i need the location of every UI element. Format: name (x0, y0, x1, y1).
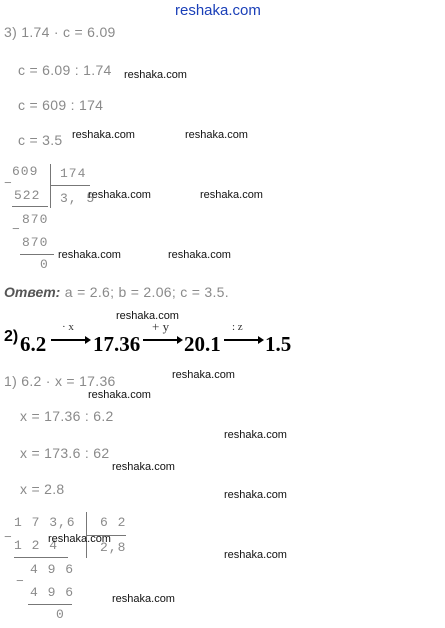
arrow-icon (143, 335, 183, 345)
watermark: reshaka.com (185, 129, 248, 141)
watermark: reshaka.com (224, 429, 287, 441)
watermark: reshaka.com (88, 189, 151, 201)
watermark: reshaka.com (168, 249, 231, 261)
watermark: reshaka.com (112, 461, 175, 473)
answer-text: a = 2.6; b = 2.06; c = 3.5. (64, 284, 229, 300)
division-dividend: 609 (12, 164, 39, 179)
division-line (14, 557, 68, 558)
watermark: reshaka.com (116, 310, 179, 322)
part1-line4: x = 2.8 (20, 481, 65, 497)
part3-line1: 3) 1.74 · c = 6.09 (4, 24, 116, 40)
division-minus: − (4, 176, 13, 191)
division-rem1: 870 (22, 212, 49, 227)
watermark-top: reshaka.com (175, 2, 261, 19)
division-line (12, 206, 48, 207)
part1-line3: x = 173.6 : 62 (20, 445, 110, 461)
part1-line1: 1) 6.2 · x = 17.36 (4, 373, 116, 389)
watermark: reshaka.com (224, 489, 287, 501)
division-divisor: 6 2 (100, 515, 127, 530)
watermark: reshaka.com (72, 129, 135, 141)
arrow-icon (224, 335, 264, 345)
watermark: reshaka.com (88, 389, 151, 401)
chain-prefix: 2) (4, 328, 19, 345)
division-minus: − (4, 530, 13, 545)
division-minus: − (16, 574, 25, 589)
watermark: reshaka.com (48, 533, 111, 545)
division-sub2: 870 (22, 235, 49, 250)
division-divisor: 174 (60, 166, 87, 181)
arrow-icon (51, 335, 91, 345)
chain-num1: 6.2 (20, 332, 47, 356)
division-line (20, 254, 54, 255)
answer-word: Ответ: (4, 284, 61, 300)
division-rem2: 0 (40, 257, 49, 272)
watermark: reshaka.com (200, 189, 263, 201)
division-line (28, 604, 72, 605)
chain-num4: 1.5 (265, 332, 292, 356)
part3-line4: c = 3.5 (18, 132, 63, 148)
part3-line2: c = 6.09 : 1.74 (18, 62, 112, 78)
watermark: reshaka.com (112, 593, 175, 605)
part3-line3: c = 609 : 174 (18, 97, 104, 113)
division-bar (50, 164, 51, 208)
chain-op1: · x (62, 321, 74, 333)
chain-op2: + y (152, 319, 170, 334)
division-quotient-line (50, 185, 90, 186)
watermark: reshaka.com (172, 369, 235, 381)
division-sub1: 1 2 4 (14, 538, 59, 553)
chain-num2: 17.36 (93, 332, 141, 356)
chain-op3: : z (232, 321, 243, 333)
division-sub2: 4 9 6 (30, 585, 75, 600)
division-minus: − (12, 222, 21, 237)
division-quotient: 2,8 (100, 540, 127, 555)
watermark: reshaka.com (224, 549, 287, 561)
watermark: reshaka.com (58, 249, 121, 261)
division-quotient: 3, 5 (60, 191, 96, 206)
division-rem2: 0 (56, 607, 65, 622)
division-dividend: 1 7 3,6 (14, 515, 76, 530)
answer-row (4, 284, 229, 302)
division-rem1: 4 9 6 (30, 562, 75, 577)
division-sub1: 522 (14, 188, 41, 203)
part1-line2: x = 17.36 : 6.2 (20, 408, 114, 424)
watermark: reshaka.com (124, 69, 187, 81)
chain-num3: 20.1 (184, 332, 221, 356)
